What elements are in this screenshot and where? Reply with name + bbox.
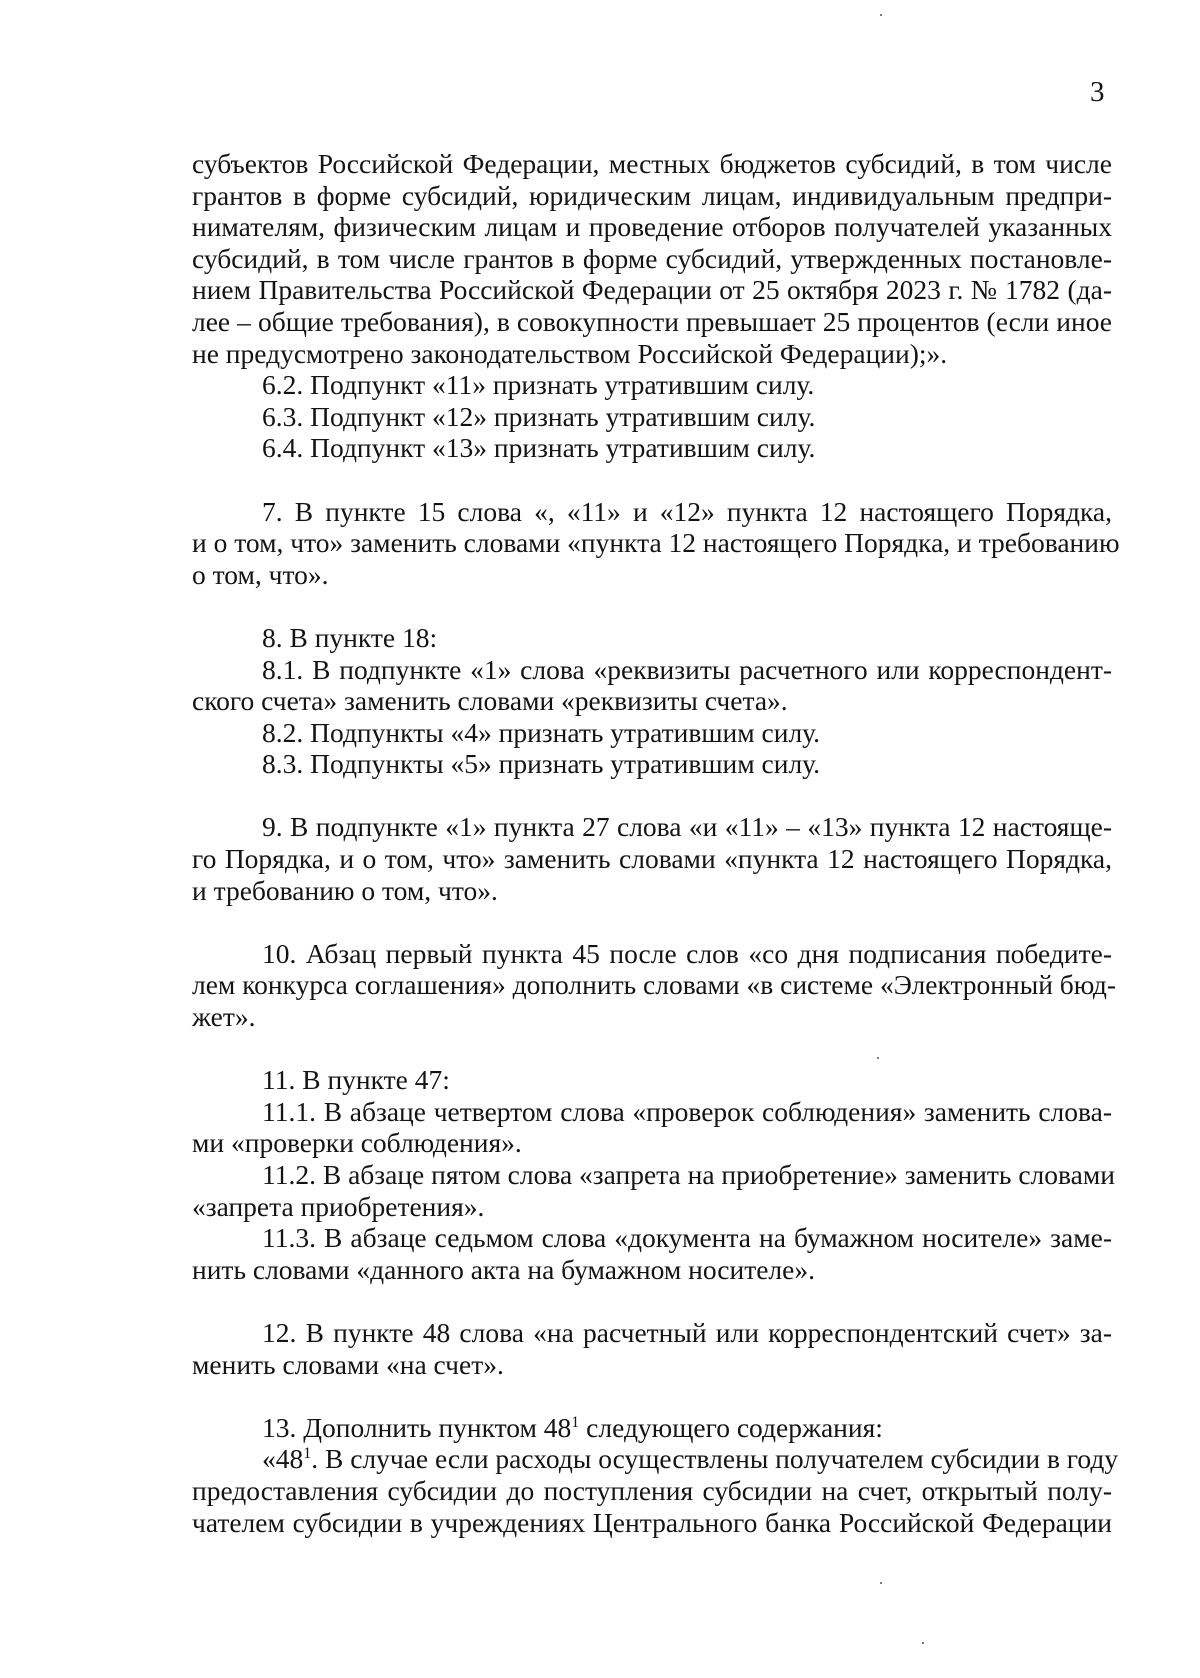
paragraph-line bbox=[192, 1443, 1119, 1475]
superscript: 1 bbox=[571, 1413, 580, 1431]
paragraph-line bbox=[192, 1412, 1112, 1444]
paragraph-line: го Порядка, и о том, что» заменить словами «пункта 12 настоящего Порядка, bbox=[192, 843, 1112, 875]
paragraph-line: «запрета приобретения». bbox=[192, 1190, 485, 1222]
paragraph-gap bbox=[192, 590, 1112, 622]
document-body bbox=[192, 148, 1120, 1538]
paragraph-line: нием Правительства Российской Федерации от 25 октября 2023 г. № 1782 (да- bbox=[192, 274, 1112, 306]
scan-speck bbox=[880, 14, 882, 16]
paragraph-line: 8. В пункте 18: bbox=[262, 621, 438, 653]
paragraph-line: и о том, что» заменить словами «пункта 12 настоящего Порядка, и требованию bbox=[192, 527, 1120, 559]
paragraph-line: грантов в форме субсидий, юридическим лицам, индивидуальным предпри- bbox=[192, 179, 1112, 211]
paragraph-line: ми «проверки соблюдения». bbox=[192, 1127, 522, 1159]
paragraph-line: предоставления субсидии до поступления субсидии на счет, открытый полу- bbox=[192, 1474, 1112, 1506]
paragraph-line: лее – общие требования), в совокупности превышает 25 процентов (если иное bbox=[192, 305, 1112, 337]
paragraph-line: менить словами «на счет». bbox=[192, 1348, 504, 1380]
paragraph-line: 6.3. Подпункт «12» признать утратившим силу. bbox=[262, 400, 816, 432]
scan-speck bbox=[880, 1582, 882, 1584]
paragraph-line: 8.1. В подпункте «1» слова «реквизиты расчетного или корреспондент- bbox=[262, 653, 1112, 685]
paragraph-line: и требованию о том, что». bbox=[192, 874, 498, 906]
paragraph-line: 6.2. Подпункт «11» признать утратившим силу. bbox=[262, 369, 815, 401]
paragraph-line: не предусмотрено законодательством Российской Федерации);». bbox=[192, 337, 948, 369]
paragraph-line: чателем субсидии в учреждениях Центрального банка Российской Федерации bbox=[192, 1506, 1112, 1538]
scan-speck bbox=[877, 1057, 879, 1059]
paragraph-gap bbox=[192, 1033, 1112, 1065]
superscript: 1 bbox=[303, 1445, 312, 1463]
paragraph-line: 11.3. В абзаце седьмом слова «документа на бумажном носителе» заме- bbox=[262, 1222, 1112, 1254]
paragraph-line: 9. В подпункте «1» пункта 27 слова «и «11» – «13» пункта 12 настояще- bbox=[262, 811, 1112, 843]
paragraph-line: 11. В пункте 47: bbox=[262, 1064, 450, 1096]
paragraph-line: субсидий, в том числе грантов в форме субсидий, утвержденных постановле- bbox=[192, 242, 1112, 274]
paragraph-gap bbox=[192, 1285, 1112, 1317]
paragraph-line: 11.2. В абзаце пятом слова «запрета на приобретение» заменить словами bbox=[262, 1159, 1115, 1190]
paragraph-gap bbox=[192, 906, 1112, 938]
paragraph-line: 7. В пункте 15 слова «, «11» и «12» пункта 12 настоящего Порядка, bbox=[262, 495, 1112, 527]
paragraph-line: 12. В пункте 48 слова «на расчетный или корреспондентский счет» за- bbox=[262, 1316, 1112, 1348]
paragraph-line: 11.1. В абзаце четвертом слова «проверок соблюдения» заменить слова- bbox=[262, 1095, 1112, 1127]
paragraph-line: нимателям, физическим лицам и проведение отборов получателей указанных bbox=[192, 211, 1112, 243]
paragraph-gap bbox=[192, 1380, 1112, 1412]
paragraph-line: о том, что». bbox=[192, 558, 329, 590]
paragraph-gap bbox=[192, 780, 1112, 812]
paragraph-line: ского счета» заменить словами «реквизиты счета». bbox=[192, 685, 788, 717]
text-run: «48 bbox=[262, 1443, 304, 1475]
text-run: следующего содержания: bbox=[579, 1411, 883, 1443]
paragraph-line: 8.3. Подпункты «5» признать утратившим силу. bbox=[262, 748, 821, 780]
paragraph-line: 8.2. Подпункты «4» признать утратившим силу. bbox=[262, 716, 821, 748]
text-run: 13. Дополнить пунктом 48 bbox=[262, 1411, 572, 1443]
paragraph-line: нить словами «данного акта на бумажном носителе». bbox=[192, 1253, 815, 1285]
paragraph-line: субъектов Российской Федерации, местных бюджетов субсидий, в том числе bbox=[192, 148, 1112, 179]
text-run: . В случае если расходы осуществлены получателем субсидии в году bbox=[311, 1443, 1119, 1475]
paragraph-line: жет». bbox=[192, 1001, 256, 1033]
paragraph-line: лем конкурса соглашения» дополнить словами «в системе «Электронный бюд- bbox=[192, 969, 1117, 1001]
paragraph-gap bbox=[192, 464, 1112, 496]
scan-speck bbox=[922, 1642, 924, 1644]
page-number: 3 bbox=[1090, 76, 1105, 108]
paragraph-line: 6.4. Подпункт «13» признать утратившим силу. bbox=[262, 432, 816, 464]
paragraph-line: 10. Абзац первый пункта 45 после слов «со дня подписания победите- bbox=[262, 937, 1112, 969]
